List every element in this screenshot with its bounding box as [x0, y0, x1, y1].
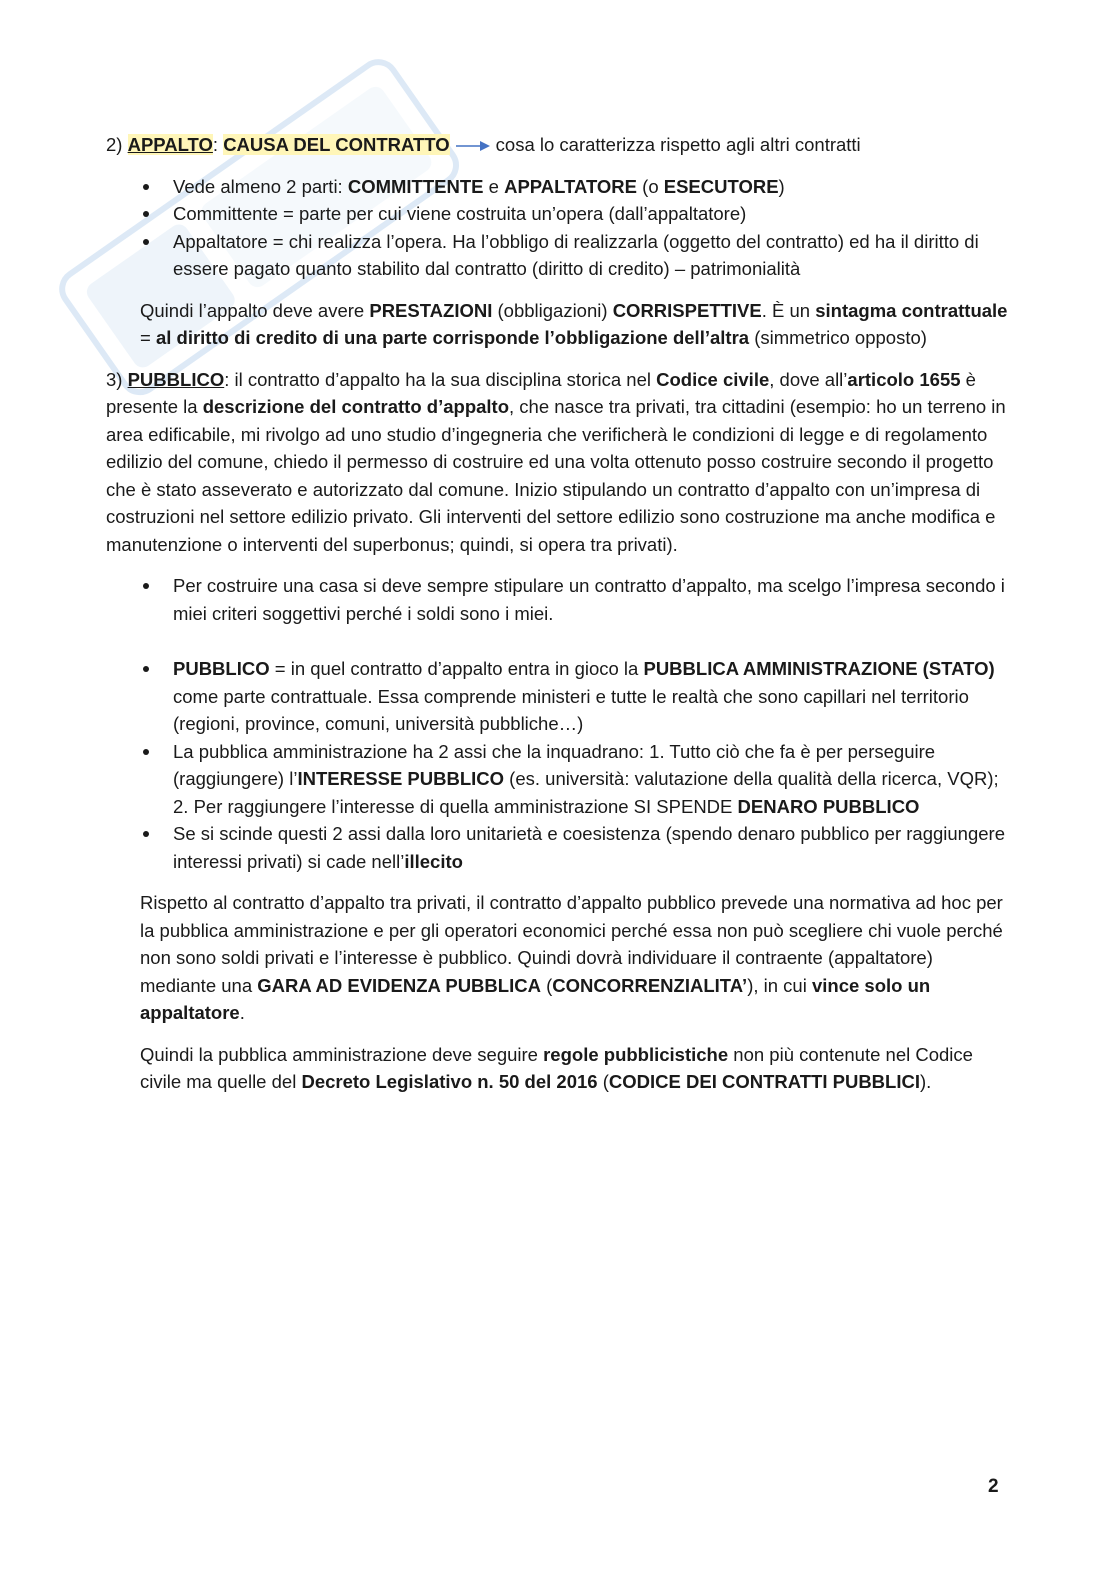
bold-text-run: Codice civile — [656, 368, 770, 390]
bold-text-run: regole pubblicistiche — [543, 1043, 729, 1065]
list-item — [106, 228, 1011, 283]
pubblico-term: PUBBLICO — [127, 368, 225, 390]
text-run: , che nasce tra privati, tra cittadini (esempio: ho un terreno in area edificabile, mi rivolgo ad uno studio d’ingegneria che verificherà le condizioni di legge e di regolamento edilizio del comune, chiedo il permesso di costruire ed una volta ottenuto posso costruire secondo il progetto che è stato asseverato e autorizzato dal comune. Inizio stipulando un contratto d’appalto con un’impresa di costruzioni nel settore edilizio privato. Gli interventi del settore edilizio sono costruzione ma anche modifica e manutenzione o interventi del superbonus; quindi, si opera tra privati). — [106, 396, 1006, 555]
text-run: . — [239, 1002, 245, 1023]
list-item — [106, 173, 1011, 201]
text-run: e — [483, 175, 505, 197]
bold-text-run: sintagma contrattuale — [815, 299, 1008, 321]
bold-text-run: PUBBLICA AMMINISTRAZIONE (STATO) — [643, 658, 995, 679]
text-run: La pubblica amministrazione ha 2 assi che la inquadrano: 1. Tutto ciò che fa è per perseguire (raggiungere) l’ — [173, 740, 936, 789]
list-item — [106, 572, 1011, 627]
list-item — [106, 820, 1011, 875]
text-run: Appaltatore = chi realizza l’opera. Ha l’obbligo di realizzarla (oggetto del contratto) ed ha il diritto di essere pagato quanto stabilito dal contratto (diritto di credito) – patrimonialità — [173, 230, 979, 279]
section-3-intro — [106, 369, 1006, 555]
bold-text-run: COMMITTENTE — [347, 175, 484, 197]
bold-text-run: GARA AD EVIDENZA PUBBLICA — [257, 974, 541, 996]
bold-text-run: INTERESSE PUBBLICO — [297, 768, 505, 789]
section-3-paragraph-1 — [140, 889, 1011, 1027]
bold-text-run: DENARO PUBBLICO — [737, 795, 920, 817]
text-run: come parte contrattuale. Essa comprende ministeri e tutte le realtà che sono capillari nel territorio (regioni, province, comuni, università pubbliche…) — [173, 685, 969, 734]
document-body — [106, 131, 1011, 1110]
appalto-term: APPALTO — [127, 134, 213, 155]
text-run: Rispetto al contratto d’appalto tra privati, il contratto d’appalto pubblico prevede una normativa ad hoc per la pubblica amministrazione e per gli operatori economici perché essa non può scegliere chi vuole perché non sono soldi privati e l’interesse è pubblico. Quindi dovrà individuare il contraente (appaltatore) mediante una — [140, 892, 1003, 996]
text-run: (obbligazioni) — [492, 299, 613, 321]
bold-text-run: vince solo un appaltatore — [140, 974, 931, 1023]
blank-line — [106, 641, 1011, 655]
text-run: non più contenute nel Codice civile ma quelle del — [140, 1043, 973, 1092]
bold-text-run: illecito — [404, 850, 463, 872]
bold-text-run: al diritto di credito di una parte corrisponde l’obbligazione dell’altra — [155, 327, 750, 348]
bold-text-run: PRESTAZIONI — [369, 299, 493, 321]
section-3-paragraph — [106, 366, 1011, 559]
section-number: 3) — [106, 368, 128, 390]
text-run: ). — [919, 1071, 932, 1092]
section-2-bullet-list — [106, 173, 1011, 283]
list-item — [106, 738, 1011, 821]
text-run: ( — [540, 974, 553, 996]
section-3-bullet-list-b — [106, 655, 1011, 875]
bold-text-run: articolo 1655 — [847, 368, 961, 390]
section-2-heading — [106, 131, 1011, 159]
text-run: ( — [597, 1071, 609, 1092]
section-2-paragraph — [140, 297, 1011, 352]
heading-description: cosa lo caratterizza rispetto agli altri contratti — [495, 134, 861, 155]
text-run: = — [140, 327, 156, 348]
text-run: Se si scinde questi 2 assi dalla loro unitarietà e coesistenza (spendo denaro pubblico per raggiungere interessi privati) si cade nell’ — [173, 823, 1005, 872]
text-run: , dove all’ — [769, 368, 848, 390]
section-number: 2) — [106, 134, 128, 155]
arrow-right-icon — [456, 141, 490, 151]
bold-text-run: descrizione del contratto d’appalto — [202, 396, 510, 417]
text-run: Committente = parte per cui viene costruita un’opera (dall’appaltatore) — [173, 203, 747, 224]
bold-text-run: CODICE DEI CONTRATTI PUBBLICI — [608, 1071, 920, 1092]
causa-contratto-term: CAUSA DEL CONTRATTO — [223, 134, 450, 155]
text-run: Vede almeno 2 parti: — [173, 175, 348, 197]
list-item — [106, 655, 1011, 738]
text-run: (simmetrico opposto) — [749, 327, 927, 348]
bold-text-run: PUBBLICO — [173, 658, 270, 679]
bold-text-run: CORRISPETTIVE — [612, 299, 762, 321]
bold-text-run: ESECUTORE — [663, 175, 779, 197]
text-run: è presente la — [106, 368, 976, 417]
bold-text-run: Decreto Legislativo n. 50 del 2016 — [301, 1071, 598, 1092]
page-number: 2 — [988, 1476, 999, 1497]
text-run: Quindi l’appalto deve avere — [140, 299, 370, 321]
text-run: ) — [778, 175, 785, 197]
text-run: Per costruire una casa si deve sempre stipulare un contratto d’appalto, ma scelgo l’impresa secondo i miei criteri soggettivi perché i soldi sono i miei. — [173, 575, 1005, 624]
text-run: : il contratto d’appalto ha la sua disciplina storica nel — [224, 368, 657, 390]
list-item — [106, 200, 1011, 228]
text-run: (es. università: valutazione della qualità della ricerca, VQR); 2. Per raggiungere l’interesse di quella amministrazione SI SPENDE — [173, 768, 999, 817]
bold-text-run: CONCORRENZIALITA’ — [552, 974, 748, 996]
text-run: . È un — [761, 299, 816, 321]
section-3-bullet-list-a — [106, 572, 1011, 627]
colon-separator: : — [212, 134, 224, 155]
bold-text-run: APPALTATORE — [504, 175, 638, 197]
text-run: (o — [637, 175, 664, 197]
text-run: = in quel contratto d’appalto entra in gioco la — [269, 658, 644, 679]
text-run: Quindi la pubblica amministrazione deve seguire — [140, 1043, 544, 1065]
text-run: ), in cui — [747, 974, 812, 996]
section-3-paragraph-2 — [140, 1041, 1011, 1096]
